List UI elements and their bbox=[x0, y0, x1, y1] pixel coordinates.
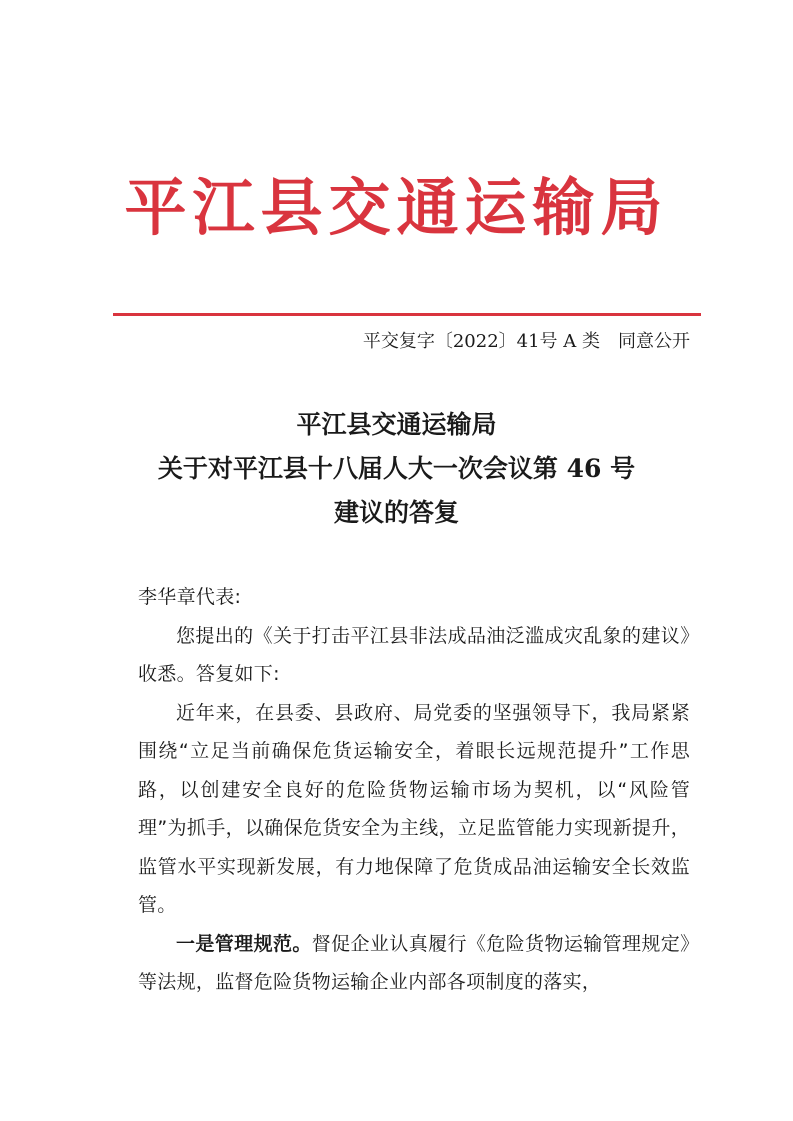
paragraph-3-lead: 一是管理规范。 bbox=[176, 932, 312, 955]
letterhead-org-name: 平江县交通运输局 bbox=[124, 171, 669, 244]
title-line-2: 关于对平江县十八届人大一次会议第 46 号 bbox=[157, 454, 636, 483]
letterhead-red-rule bbox=[113, 313, 701, 316]
paragraph-2: 近年来，在县委、县政府、局党委的坚强领导下，我局紧紧围绕“立足当前确保危货运输安全，着眼长远规范提升”工作思路，以创建安全良好的危险货物运输市场为契机，以“风险管理”为抓手，以确保危货安全为主线，立足监管能力实现新提升，监管水平实现新发展，有力地保障了危货成品油运输安全长效监管。 bbox=[138, 701, 690, 916]
document-title bbox=[100, 403, 693, 535]
document-number: 平交复字〔2022〕41号 A 类 同意公开 bbox=[362, 331, 690, 352]
paragraph-3 bbox=[138, 925, 690, 1002]
salutation: 李华章代表: bbox=[138, 586, 242, 608]
title-line-1: 平江县交通运输局 bbox=[296, 410, 497, 439]
document-body bbox=[138, 578, 690, 1002]
paragraph-1: 您提出的《关于打击平江县非法成品油泛滥成灾乱象的建议》收悉。答复如下: bbox=[138, 624, 690, 685]
title-line-3: 建议的答复 bbox=[333, 498, 459, 527]
paragraph-3-text: 督促企业认真履行《危险货物运输管理规定》等法规，监督危险货物运输企业内部各项制度的落实， bbox=[138, 932, 690, 993]
